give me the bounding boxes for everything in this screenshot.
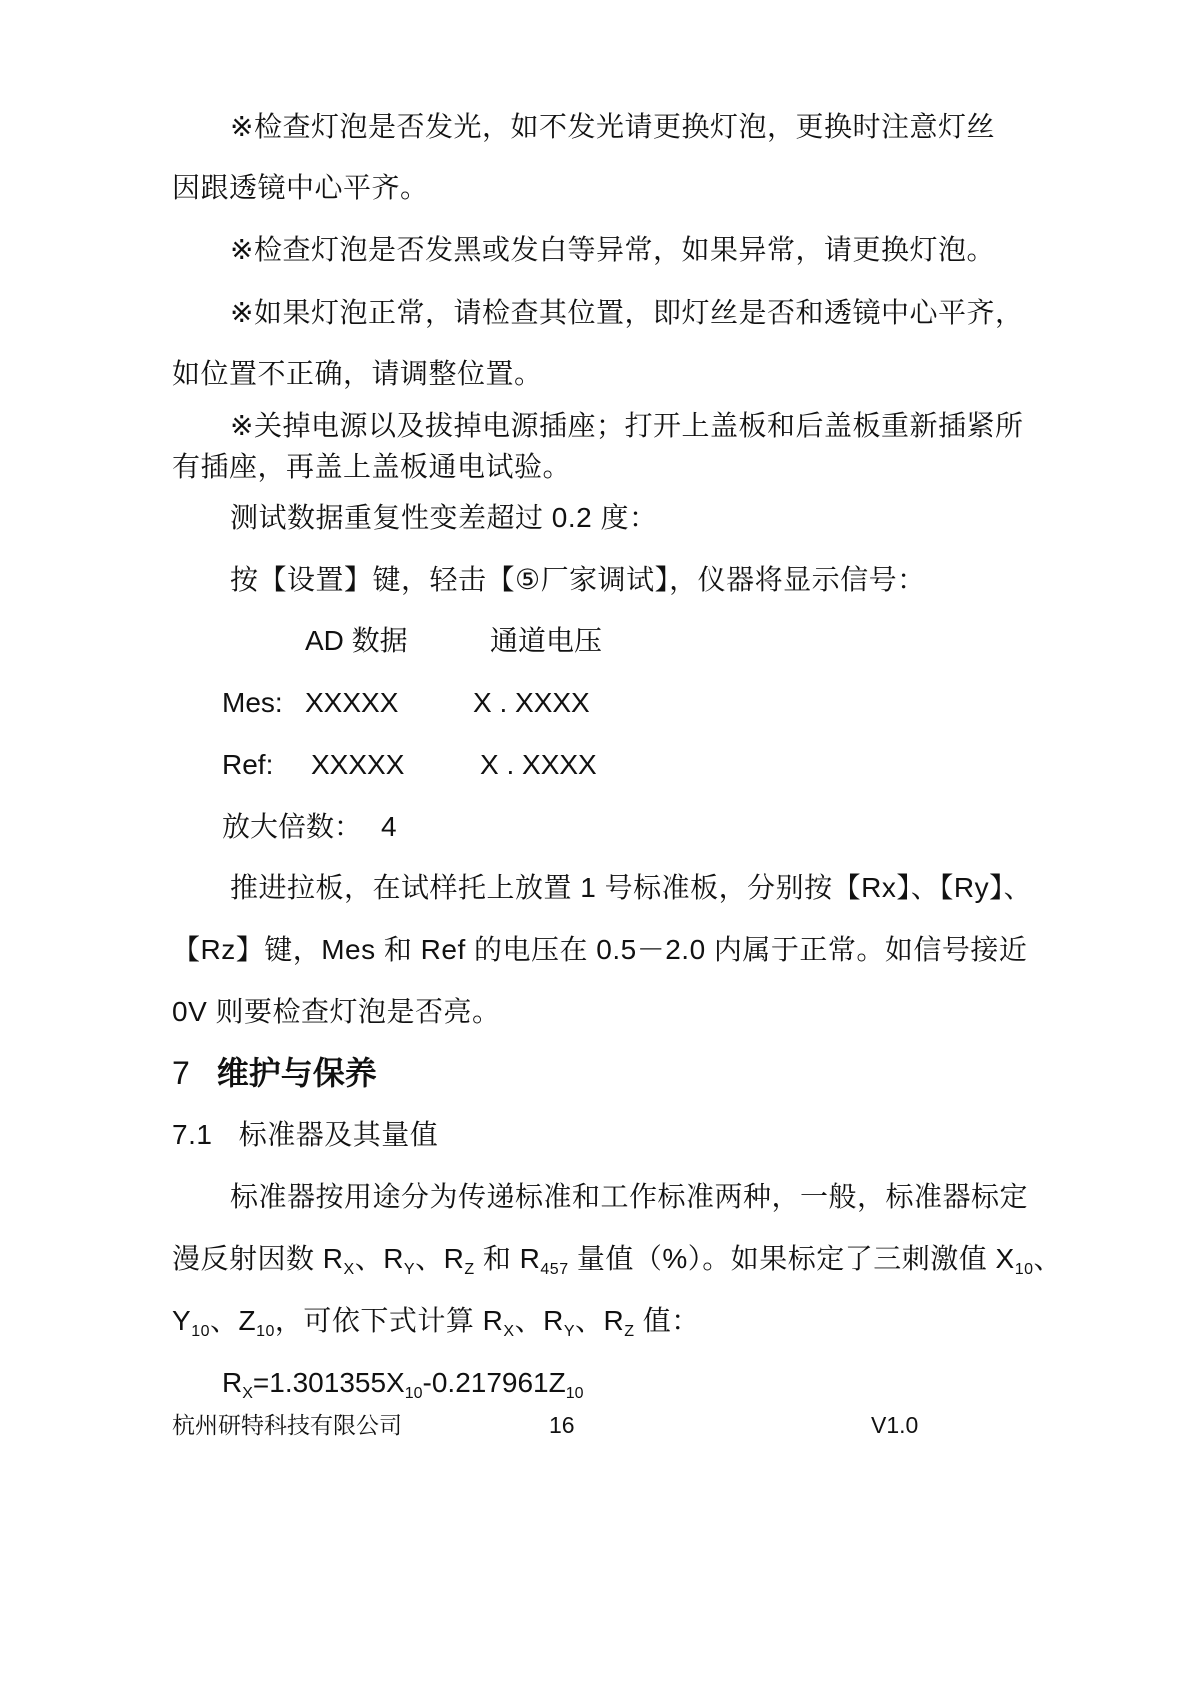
paragraph-line (172, 1241, 1062, 1277)
subscript: Z (464, 1261, 475, 1278)
table-row-voltage: X . XXXX (480, 749, 597, 780)
text-run: 、Z (209, 1305, 257, 1336)
text-run: 、R (354, 1243, 404, 1274)
paragraph-line: 按【设置】键，轻击【⑤厂家调试】，仪器将显示信号： (230, 564, 926, 595)
footer-version: V1.0 (871, 1412, 919, 1438)
text-run: 漫反射因数 R (172, 1243, 344, 1274)
subsection-heading (172, 1117, 438, 1153)
text-run: ，可依下式计算 R (274, 1305, 504, 1336)
formula (222, 1365, 584, 1401)
text-run: =1.301355X (252, 1367, 405, 1398)
footer-company: 杭州研特科技有限公司 (172, 1412, 402, 1438)
subscript: X (503, 1323, 515, 1340)
table-row-voltage: X . XXXX (473, 687, 590, 718)
paragraph-line: ※检查灯泡是否发光，如不发光请更换灯泡，更换时注意灯丝 (230, 111, 995, 142)
subscript: 10 (404, 1385, 423, 1402)
subscript: 10 (1014, 1261, 1034, 1278)
text-run: 、R (415, 1243, 465, 1274)
table-header-ad: AD 数据 (305, 625, 408, 656)
paragraph-line: 【Rz】键，Mes 和 Ref 的电压在 0.5－2.0 内属于正常。如信号接近 (172, 934, 1028, 965)
text-run: 量值（%）。如果标定了三刺激值 X (568, 1243, 1015, 1274)
text-run: 、R (514, 1305, 564, 1336)
paragraph-line: 标准器按用途分为传递标准和工作标准两种，一般，标准器标定 (230, 1181, 1029, 1212)
subscript: 10 (565, 1385, 584, 1402)
subscript: 457 (540, 1261, 569, 1278)
section-heading (172, 1053, 377, 1093)
paragraph-line: 测试数据重复性变差超过 0.2 度： (230, 502, 658, 533)
paragraph-line: ※检查灯泡是否发黑或发白等异常，如果异常，请更换灯泡。 (230, 234, 995, 265)
paragraph-line: 有插座，再盖上盖板通电试验。 (172, 451, 572, 482)
table-row-label: Ref: (222, 749, 274, 780)
subscript: Y (563, 1323, 575, 1340)
paragraph-line: ※关掉电源以及拔掉电源插座；打开上盖板和后盖板重新插紧所 (230, 410, 1024, 441)
text-run: 和 R (474, 1243, 541, 1274)
text-run: -0.217961Z (422, 1367, 566, 1398)
table-row-ad: XXXXX (311, 749, 405, 780)
table-row-ad: XXXXX (305, 687, 399, 718)
subscript: 10 (191, 1323, 210, 1340)
paragraph-line: 如位置不正确，请调整位置。 (172, 358, 543, 389)
table-header-voltage: 通道电压 (490, 625, 603, 656)
section-number: 7 (172, 1055, 190, 1091)
paragraph-line: 因跟透镜中心平齐。 (172, 172, 429, 203)
text-run: 、 (1033, 1243, 1063, 1274)
text-run: 、R (574, 1305, 625, 1336)
text-run: Y (172, 1305, 192, 1336)
paragraph-line: ※如果灯泡正常，请检查其位置，即灯丝是否和透镜中心平齐， (230, 297, 1024, 328)
subscript: X (242, 1385, 253, 1402)
text-run: R (222, 1367, 243, 1398)
table-row-label: Mes: (222, 687, 283, 718)
subscript: X (343, 1261, 355, 1278)
footer-page-number: 16 (549, 1412, 575, 1438)
paragraph-line: 0V 则要检查灯泡是否亮。 (172, 996, 501, 1027)
paragraph-line: 推进拉板，在试样托上放置 1 号标准板，分别按【Rx】、【Ry】、 (230, 872, 1033, 903)
text-run: 值： (634, 1305, 700, 1336)
gain-label: 放大倍数： (222, 811, 363, 842)
subsection-number: 7.1 (172, 1119, 213, 1150)
subscript: 10 (256, 1323, 275, 1340)
gain-value: 4 (381, 811, 397, 842)
paragraph-line (172, 1303, 700, 1339)
subscript: Z (624, 1323, 635, 1340)
subsection-title: 标准器及其量值 (238, 1119, 439, 1150)
section-title: 维护与保养 (216, 1055, 377, 1091)
subscript: Y (403, 1261, 416, 1278)
